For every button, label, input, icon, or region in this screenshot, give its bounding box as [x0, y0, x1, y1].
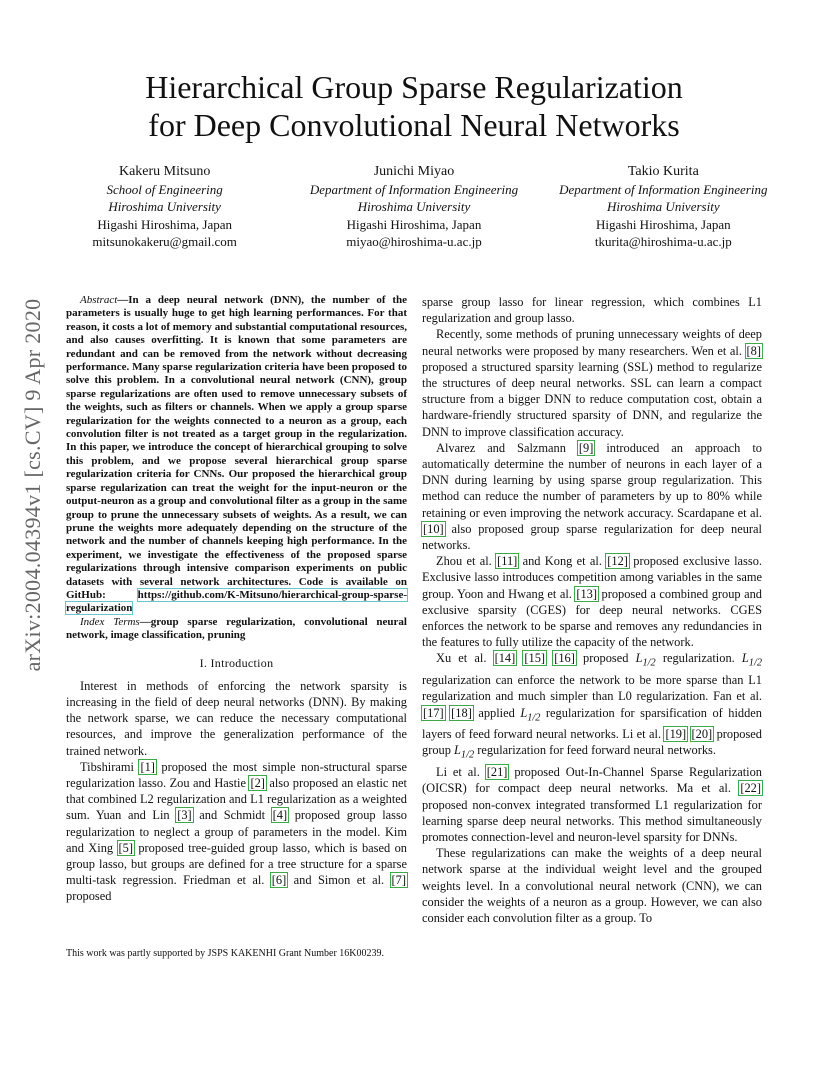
author-dept: Department of Information Engineering [309, 181, 519, 197]
paper-title [0, 68, 828, 144]
right-paragraph-3: Zhou et al. [11] and Kong et al. [12] proposed exclusive lasso. Exclusive lasso introduces competition among variables in the same group. Yoon and Hwang et al. [13] proposed a combined group and exclusive sparsity (CGES) for deep neural networks. CGES enforces the network to be sparse and removes any redundancies in the features to fully utilize the capacity of the network. [422, 554, 762, 650]
author-name: Kakeru Mitsuno [118, 164, 211, 179]
author-city: Higashi Hiroshima, Japan [97, 216, 232, 232]
author-name: Takio Kurita [627, 164, 699, 179]
citation-link[interactable]: [1] [140, 759, 155, 774]
citation-link[interactable]: [18] [451, 705, 472, 720]
citation-link[interactable]: [20] [691, 727, 713, 742]
left-column [66, 294, 407, 905]
author-dept: Department of Information Engineering [559, 181, 768, 197]
author-email[interactable]: mitsunokakeru@gmail.com [92, 234, 237, 249]
index-terms-label: Index Terms [80, 615, 140, 628]
index-terms [66, 616, 407, 643]
author-1 [40, 163, 289, 251]
citation-link[interactable]: [12] [607, 554, 628, 569]
citation-link[interactable]: [3] [177, 808, 192, 823]
author-2 [289, 163, 538, 251]
citation-link[interactable]: [8] [746, 343, 761, 358]
abstract-label: Abstract [80, 294, 118, 306]
math-l12: $L_{1/2}$ [635, 651, 656, 669]
intro-paragraph-2: Tibshirami [1] proposed the most simple non-structural sparse regularization lasso. Zou and Hastie [2] also proposed an elastic net that combined L2 regularization and L1 regularization as a weighted sum. Yuan and Lin [3] and Schmidt [4] proposed group lasso regularization to neglect a group of parameters in the model. Kim and Xing [5] proposed tree-guided group lasso, which is based on group lasso, but groups are defined for a tree structure for a sparse multi-task regression. Friedman et al. [6] and Simon et al. [7] proposed [66, 759, 407, 904]
author-univ: Hiroshima University [108, 199, 221, 214]
section-heading: I. Introduction [199, 655, 274, 670]
right-paragraph-0: sparse group lasso for linear regression, which combines L1 regularization and group lasso. [422, 295, 762, 326]
intro-paragraph-1: Interest in methods of enforcing the network sparsity is increasing in the field of deep neural networks (DNN). By making the network sparse, we can reduce the necessary computational resources, and improve the generalization performance of the trained network. [66, 678, 407, 758]
right-paragraph-4: Xu et al. [14] [15] [16] proposed $L_{1/2}$ regularization. $L_{1/2}$ regularization can enforce the network to be more sparse than L1 regularization and much simpler than L0 regularization. Fan et al. [17] [18] applied $L_{1/2}$ regularization for sparsification of hidden layers of feed forward neural networks. Li et al. [19] [20] proposed group $L_{1/2}$ regularization for feed forward neural networks. [422, 651, 763, 761]
math-l12: $L_{1/2}$ [454, 743, 475, 761]
author-city: Higashi Hiroshima, Japan [346, 216, 482, 232]
citation-link[interactable]: [19] [665, 727, 687, 742]
right-paragraph-2: Alvarez and Salzmann [9] introduced an approach to automatically determine the number of neurons in each layer of a DNN during learning by using sparse group regularization. This method can reduce the number of parameters by up to 80% while retaining or even improving the network accuracy. Scardapane et al. [10] also proposed group sparse regularization for deep neural networks. [422, 440, 762, 553]
author-email[interactable]: miyao@hiroshima-u.ac.jp [346, 234, 482, 249]
author-block [40, 163, 788, 251]
author-dept: School of Engineering [106, 181, 223, 197]
citation-link[interactable]: [17] [423, 705, 444, 720]
arxiv-stamp-text: arXiv:2004.04394v1 [cs.CV] 9 Apr 2020 [20, 298, 45, 672]
author-city: Higashi Hiroshima, Japan [595, 216, 731, 232]
citation-link[interactable]: [16] [554, 651, 575, 666]
author-3 [539, 163, 788, 251]
author-univ: Hiroshima University [357, 199, 471, 214]
arxiv-stamp [18, 290, 48, 680]
citation-link[interactable]: [6] [271, 873, 287, 888]
github-link[interactable]: https://github.com/K-Mitsuno/hierarchical-group-sparse-regularization [66, 588, 407, 615]
title-line-2: for Deep Convolutional Neural Networks [148, 107, 680, 143]
citation-link[interactable]: [21] [486, 765, 508, 780]
right-column [422, 294, 762, 926]
title-line-1: Hierarchical Group Sparse Regularization [145, 69, 683, 105]
citation-link[interactable]: [13] [576, 586, 598, 601]
math-l12: $L_{1/2}$ [741, 651, 762, 669]
citation-link[interactable]: [11] [497, 554, 518, 569]
citation-link[interactable]: [15] [524, 651, 546, 666]
citation-link[interactable]: [22] [740, 781, 761, 796]
citation-link[interactable]: [14] [494, 651, 516, 666]
right-paragraph-5: Li et al. [21] proposed Out-In-Channel Sparse Regularization (OICSR) for compact deep neural networks. Ma et al. [22] proposed non-convex integrated transformed L1 regularization for learning sparse deep neural networks. This method simultaneously promotes connection-level and neuron-level sparsity for DNNs. [422, 765, 762, 844]
footnote: This work was partly supported by JSPS KAKENHI Grant Number 16K00239. [66, 948, 385, 959]
citation-link[interactable]: [4] [272, 808, 288, 823]
index-terms-text: —group sparse regularization, convolutional neural network, image classification, pruning [66, 615, 407, 642]
citation-link[interactable]: [2] [250, 775, 265, 790]
abstract [66, 294, 407, 616]
abstract-text: —In a deep neural network (DNN), the number of the parameters is usually huge to get high learning performances. For that reason, it costs a lot of memory and substantial computational resources, and also causes overfitting. It is known that some parameters are redundant and can be removed from the network without decreasing performance. Many sparse regularization criteria have been proposed to solve this problem. In a convolutional neural network (CNN), group sparse regularizations are often used to remove unnecessary subsets of the weights, such as filters or channels. When we apply a group sparse regularization for the weights connected to a neuron as a group, each convolution filter is not treated as a target group in the regularization. In this paper, we introduce the concept of hierarchical grouping to solve this problem, and we propose several hierarchical group sparse regularization criteria for CNNs. Our proposed the hierarchical group sparse regularization can treat the weight for the input-neuron or the output-neuron as a group and convolutional filter as a group in the same group to prune the unnecessary subsets of weights. As a result, we can prune the weights more adequately depending on the structure of the network and the number of channels keeping high performance. In the experiment, we investigate the effectiveness of the proposed sparse regularizations through intensive comparison experiments on public datasets with several network architectures. Code is available on GitHub: [66, 294, 407, 601]
right-paragraph-6: These regularizations can make the weights of a deep neural network sparse at the individual weight level and the grouped weights level. In a convolutional neural network (CNN), we can consider the weights of a neuron as a group. However, we can also consider each convolution filter as a group. To [422, 846, 762, 925]
citation-link[interactable]: [9] [578, 440, 594, 455]
author-email[interactable]: tkurita@hiroshima-u.ac.jp [594, 234, 732, 249]
author-univ: Hiroshima University [607, 199, 720, 214]
citation-link[interactable]: [7] [391, 873, 406, 888]
citation-link[interactable]: [10] [423, 521, 444, 536]
right-paragraph-1: Recently, some methods of pruning unnecessary weights of deep neural networks were proposed by many researchers. Wen et al. [8] proposed a structured sparsity learning (SSL) method to regularize the structures of deep neural networks. SSL can learn a compact structure from a bigger DNN to reduce computation cost, obtain a hardware-friendly structured sparsity of DNN, and regularize the DNN to improve classification accuracy. [422, 327, 762, 439]
math-l12: $L_{1/2}$ [520, 705, 541, 724]
citation-link[interactable]: [5] [118, 840, 133, 855]
author-name: Junichi Miyao [373, 164, 455, 179]
